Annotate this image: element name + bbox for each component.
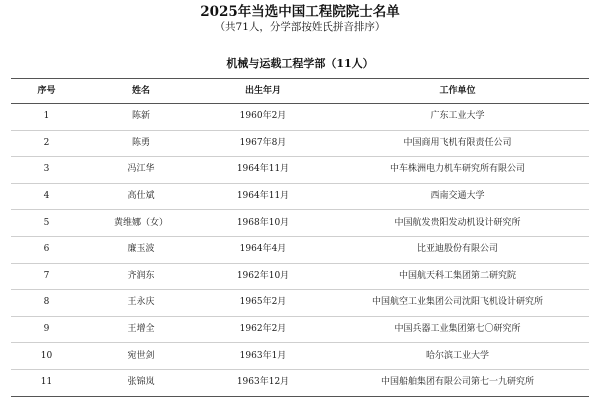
- row-birth: 1963年1月: [200, 343, 326, 370]
- row-unit: 中国航天科工集团第二研究院: [326, 263, 589, 290]
- row-birth: 1962年2月: [200, 316, 326, 343]
- row-birth: 1968年10月: [200, 210, 326, 237]
- table-body: [11, 104, 589, 397]
- column-header-number: 序号: [11, 79, 82, 104]
- row-birth: 1964年11月: [200, 157, 326, 184]
- page-subtitle: （共71人，分学部按姓氏拼音排序）: [214, 21, 386, 33]
- row-unit: 中国航发贵阳发动机设计研究所: [326, 210, 589, 237]
- row-number: 7: [11, 263, 82, 290]
- row-birth: 1962年10月: [200, 263, 326, 290]
- row-name: 高仕斌: [82, 183, 200, 210]
- row-name: 宛世剑: [82, 343, 200, 370]
- row-number: 6: [11, 236, 82, 263]
- row-name: 王永庆: [82, 290, 200, 317]
- row-number: 2: [11, 130, 82, 157]
- table-row: [11, 263, 589, 290]
- table-header-row: [11, 79, 589, 104]
- row-number: 4: [11, 183, 82, 210]
- row-unit: 广东工业大学: [326, 104, 589, 131]
- row-birth: 1967年8月: [200, 130, 326, 157]
- row-number: 11: [11, 369, 82, 396]
- table-row: [11, 316, 589, 343]
- table-row: [11, 130, 589, 157]
- row-unit: 中国航空工业集团公司沈阳飞机设计研究所: [326, 290, 589, 317]
- row-number: 9: [11, 316, 82, 343]
- row-name: 廉玉波: [82, 236, 200, 263]
- row-unit: 比亚迪股份有限公司: [326, 236, 589, 263]
- row-number: 3: [11, 157, 82, 184]
- row-name: 陈新: [82, 104, 200, 131]
- table-row: [11, 183, 589, 210]
- row-name: 黄维娜（女）: [82, 210, 200, 237]
- row-unit: 哈尔滨工业大学: [326, 343, 589, 370]
- table-row: [11, 157, 589, 184]
- row-unit: 西南交通大学: [326, 183, 589, 210]
- table-row: [11, 369, 589, 396]
- row-birth: 1964年4月: [200, 236, 326, 263]
- academician-table: [11, 78, 589, 397]
- table-row: [11, 210, 589, 237]
- row-birth: 1965年2月: [200, 290, 326, 317]
- row-unit: 中国兵器工业集团第七〇研究所: [326, 316, 589, 343]
- row-unit: 中国船舶集团有限公司第七一九研究所: [326, 369, 589, 396]
- table-row: [11, 104, 589, 131]
- row-unit: 中国商用飞机有限责任公司: [326, 130, 589, 157]
- section-title: 机械与运载工程学部（11人）: [226, 57, 374, 70]
- row-number: 10: [11, 343, 82, 370]
- row-name: 齐润东: [82, 263, 200, 290]
- row-number: 5: [11, 210, 82, 237]
- row-unit: 中车株洲电力机车研究所有限公司: [326, 157, 589, 184]
- row-name: 张锦岚: [82, 369, 200, 396]
- row-name: 陈勇: [82, 130, 200, 157]
- table-row: [11, 236, 589, 263]
- row-name: 冯江华: [82, 157, 200, 184]
- row-number: 1: [11, 104, 82, 131]
- row-birth: 1963年12月: [200, 369, 326, 396]
- row-birth: 1964年11月: [200, 183, 326, 210]
- row-number: 8: [11, 290, 82, 317]
- column-header-unit: 工作单位: [326, 79, 589, 104]
- row-name: 王增全: [82, 316, 200, 343]
- column-header-name: 姓名: [82, 79, 200, 104]
- column-header-birth: 出生年月: [200, 79, 326, 104]
- page-title: 2025年当选中国工程院院士名单: [200, 4, 400, 20]
- table-row: [11, 290, 589, 317]
- table-row: [11, 343, 589, 370]
- row-birth: 1960年2月: [200, 104, 326, 131]
